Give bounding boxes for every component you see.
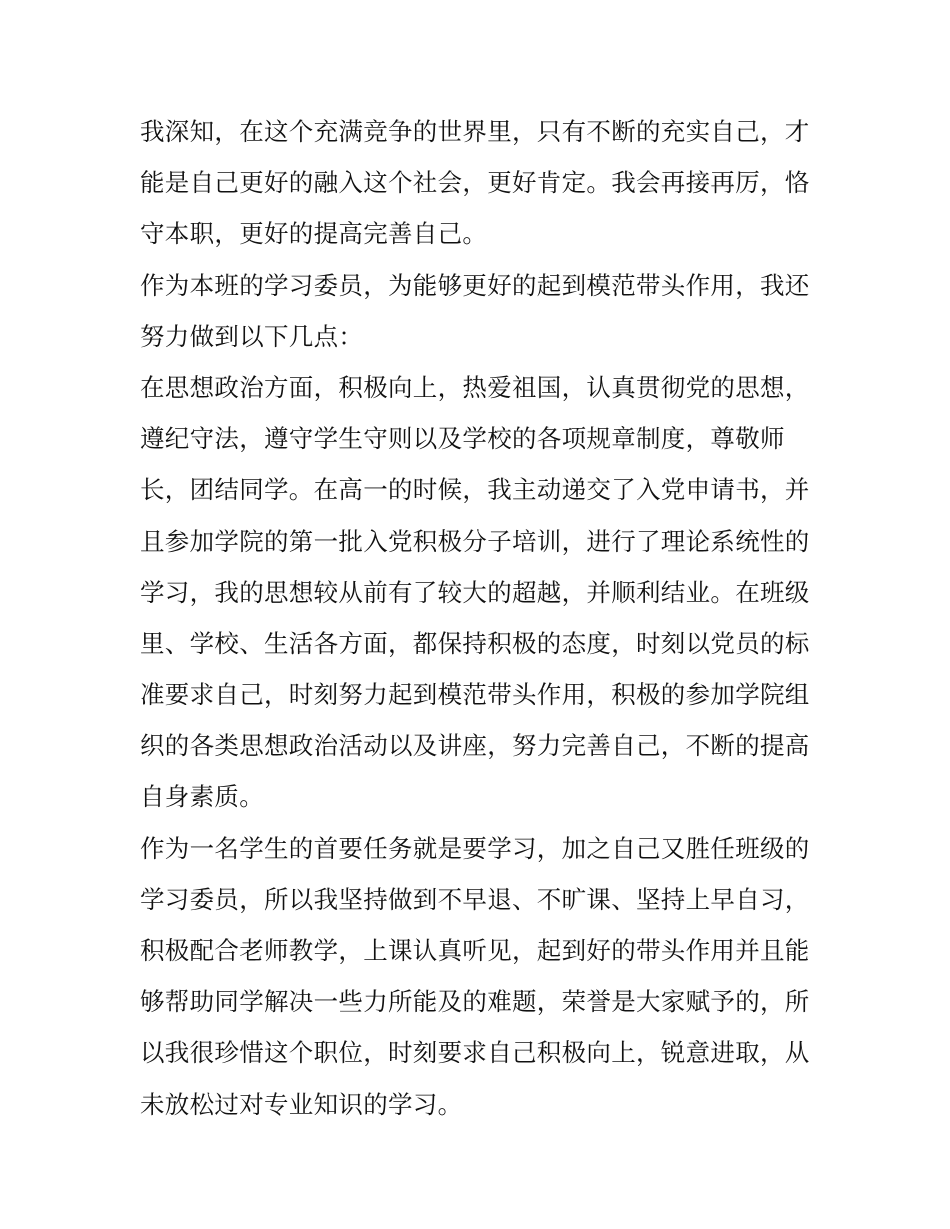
text-line: 以我很珍惜这个职位，时刻要求自己积极向上，锐意进取，从: [140, 1038, 810, 1068]
text-line: 未放松过对专业知识的学习。: [140, 1089, 463, 1119]
text-line: 里、学校、生活各方面，都保持积极的态度，时刻以党员的标: [140, 628, 810, 658]
text-line: 织的各类思想政治活动以及讲座，努力完善自己，不断的提高: [140, 731, 810, 761]
text-line: 且参加学院的第一批入党积极分子培训，进行了理论系统性的: [140, 526, 810, 556]
text-line: 努力做到以下几点：: [140, 321, 364, 351]
text-line: 在思想政治方面，积极向上，热爱祖国，认真贯彻党的思想，: [140, 372, 810, 402]
text-line: 积极配合老师教学，上课认真听见，起到好的带头作用并且能: [140, 936, 810, 965]
text-line: 遵纪守法，遵守学生守则以及学校的各项规章制度，尊敬师: [140, 424, 785, 454]
paragraph-political-thought: [140, 362, 820, 823]
text-line: 作为本班的学习委员，为能够更好的起到模范带头作用，我还: [140, 270, 810, 300]
text-line: 学习，我的思想较从前有了较大的超越，并顺利结业。在班级: [140, 577, 810, 607]
text-line: 学习委员，所以我坚持做到不早退、不旷课、坚持上早自习，: [140, 884, 810, 914]
paragraph-study-duty: [140, 823, 820, 1130]
text-line: 我深知，在这个充满竞争的世界里，只有不断的充实自己，才: [140, 117, 810, 146]
text-line: 自身素质。: [140, 782, 264, 812]
text-line: 准要求自己，时刻努力起到模范带头作用，积极的参加学院组: [140, 680, 810, 710]
text-line: 守本职，更好的提高完善自己。: [140, 219, 488, 249]
text-line: 能是自己更好的融入这个社会，更好肯定。我会再接再厉，恪: [140, 168, 810, 198]
text-line: 作为一名学生的首要任务就是要学习，加之自己又胜任班级的: [140, 833, 810, 863]
text-line: 长，团结同学。在高一的时候，我主动递交了入党申请书，并: [140, 475, 810, 505]
document-body: [140, 106, 820, 1130]
text-line: 够帮助同学解决一些力所能及的难题，荣誉是大家赋予的，所: [140, 987, 810, 1017]
paragraph-self-improvement: [140, 106, 820, 260]
paragraph-study-committee: [140, 260, 820, 362]
